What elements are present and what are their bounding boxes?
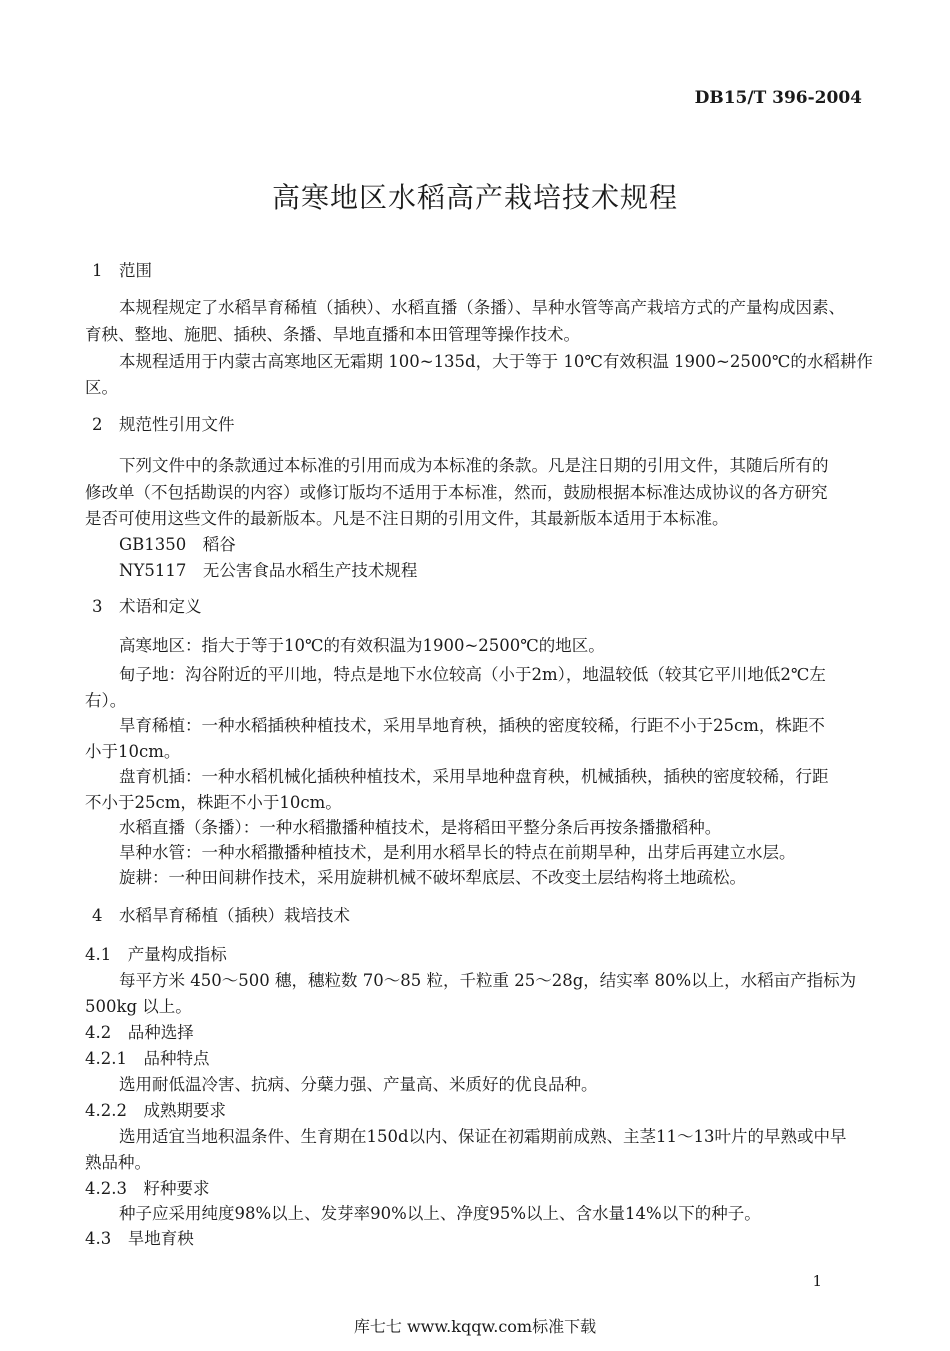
section-2-paragraph: 是否可使用这些文件的最新版本。凡是不注日期的引用文件，其最新版本适用于本标准。 [85, 509, 729, 528]
subsection-4-2-2-heading: 4.2.2 成熟期要求 [85, 1101, 226, 1120]
section-1-heading: 1 范围 [92, 261, 152, 280]
reference-ny5117: NY5117 无公害食品水稻生产技术规程 [119, 561, 418, 580]
term-definition: 旱育稀植：一种水稻插秧种植技术，采用旱地育秧，插秧的密度较稀，行距不小于25cm，株距不 [119, 716, 825, 735]
term-definition: 旱种水管：一种水稻撒播种植技术，是利用水稻旱长的特点在前期旱种，出芽后再建立水层。 [119, 843, 796, 862]
term-definition: 高寒地区：指大于等于10℃的有效积温为1900~2500℃的地区。 [119, 636, 605, 655]
subsection-4-2-2-paragraph: 选用适宜当地积温条件、生育期在150d以内、保证在初霜期前成熟、主茎11～13叶片的早熟或中早 [119, 1127, 847, 1146]
reference-gb1350: GB1350 稻谷 [119, 535, 236, 554]
section-1-paragraph-1: 本规程规定了水稻旱育稀植（插秧）、水稻直播（条播）、旱种水管等高产栽培方式的产量构成因素、 [119, 298, 845, 317]
subsection-4-1-heading: 4.1 产量构成指标 [85, 945, 227, 964]
section-2-paragraph: 下列文件中的条款通过本标准的引用而成为本标准的条款。凡是注日期的引用文件，其随后所有的 [119, 456, 829, 475]
section-1-paragraph-2: 本规程适用于内蒙古高寒地区无霜期 100~135d，大于等于 10℃有效积温 1900~2500℃的水稻耕作 [119, 352, 873, 371]
section-2-paragraph: 修改单（不包括勘误的内容）或修订版均不适用于本标准，然而，鼓励根据本标准达成协议的各方研究 [85, 483, 828, 502]
subsection-4-2-2-paragraph: 熟品种。 [85, 1153, 151, 1172]
document-number: DB15/T 396-2004 [694, 88, 862, 108]
subsection-4-2-1-paragraph: 选用耐低温冷害、抗病、分蘖力强、产量高、米质好的优良品种。 [119, 1075, 598, 1094]
term-definition: 小于10cm。 [85, 742, 181, 761]
document-title: 高寒地区水稻高产栽培技术规程 [271, 181, 678, 214]
term-definition: 水稻直播（条播）：一种水稻撒播种植技术，是将稻田平整分条后再按条播撒稻种。 [119, 818, 722, 837]
section-4-heading: 4 水稻旱育稀植（插秧）栽培技术 [92, 906, 350, 925]
footer-watermark: 库七七 www.kqqw.com标准下载 [353, 1317, 597, 1336]
page-number: 1 [812, 1272, 822, 1290]
subsection-4-2-3-heading: 4.2.3 籽种要求 [85, 1179, 210, 1198]
subsection-4-2-1-heading: 4.2.1 品种特点 [85, 1049, 210, 1068]
subsection-4-3-heading: 4.3 旱地育秧 [85, 1229, 194, 1248]
term-definition: 不小于25cm，株距不小于10cm。 [85, 793, 342, 812]
term-definition: 盘育机插：一种水稻机械化插秧种植技术，采用旱地种盘育秧，机械插秧，插秧的密度较稀，行距 [119, 767, 829, 786]
subsection-4-2-heading: 4.2 品种选择 [85, 1023, 194, 1042]
subsection-4-1-paragraph: 500kg 以上。 [85, 997, 192, 1016]
section-1-paragraph-2: 区。 [85, 378, 118, 397]
section-3-heading: 3 术语和定义 [92, 597, 202, 616]
section-2-heading: 2 规范性引用文件 [92, 415, 235, 434]
term-definition: 旋耕：一种田间耕作技术，采用旋耕机械不破坏犁底层、不改变土层结构将土地疏松。 [119, 868, 746, 887]
term-definition: 甸子地：沟谷附近的平川地，特点是地下水位较高（小于2m），地温较低（较其它平川地低2℃左 [119, 665, 826, 684]
subsection-4-1-paragraph: 每平方米 450～500 穗，穗粒数 70～85 粒，千粒重 25～28g，结实率 80%以上，水稻亩产指标为 [119, 971, 857, 990]
subsection-4-2-3-paragraph: 种子应采用纯度98%以上、发芽率90%以上、净度95%以上、含水量14%以下的种子。 [119, 1204, 761, 1223]
section-1-paragraph-1: 育秧、整地、施肥、插秧、条播、旱地直播和本田管理等操作技术。 [85, 325, 580, 344]
term-definition: 右）。 [85, 691, 127, 710]
